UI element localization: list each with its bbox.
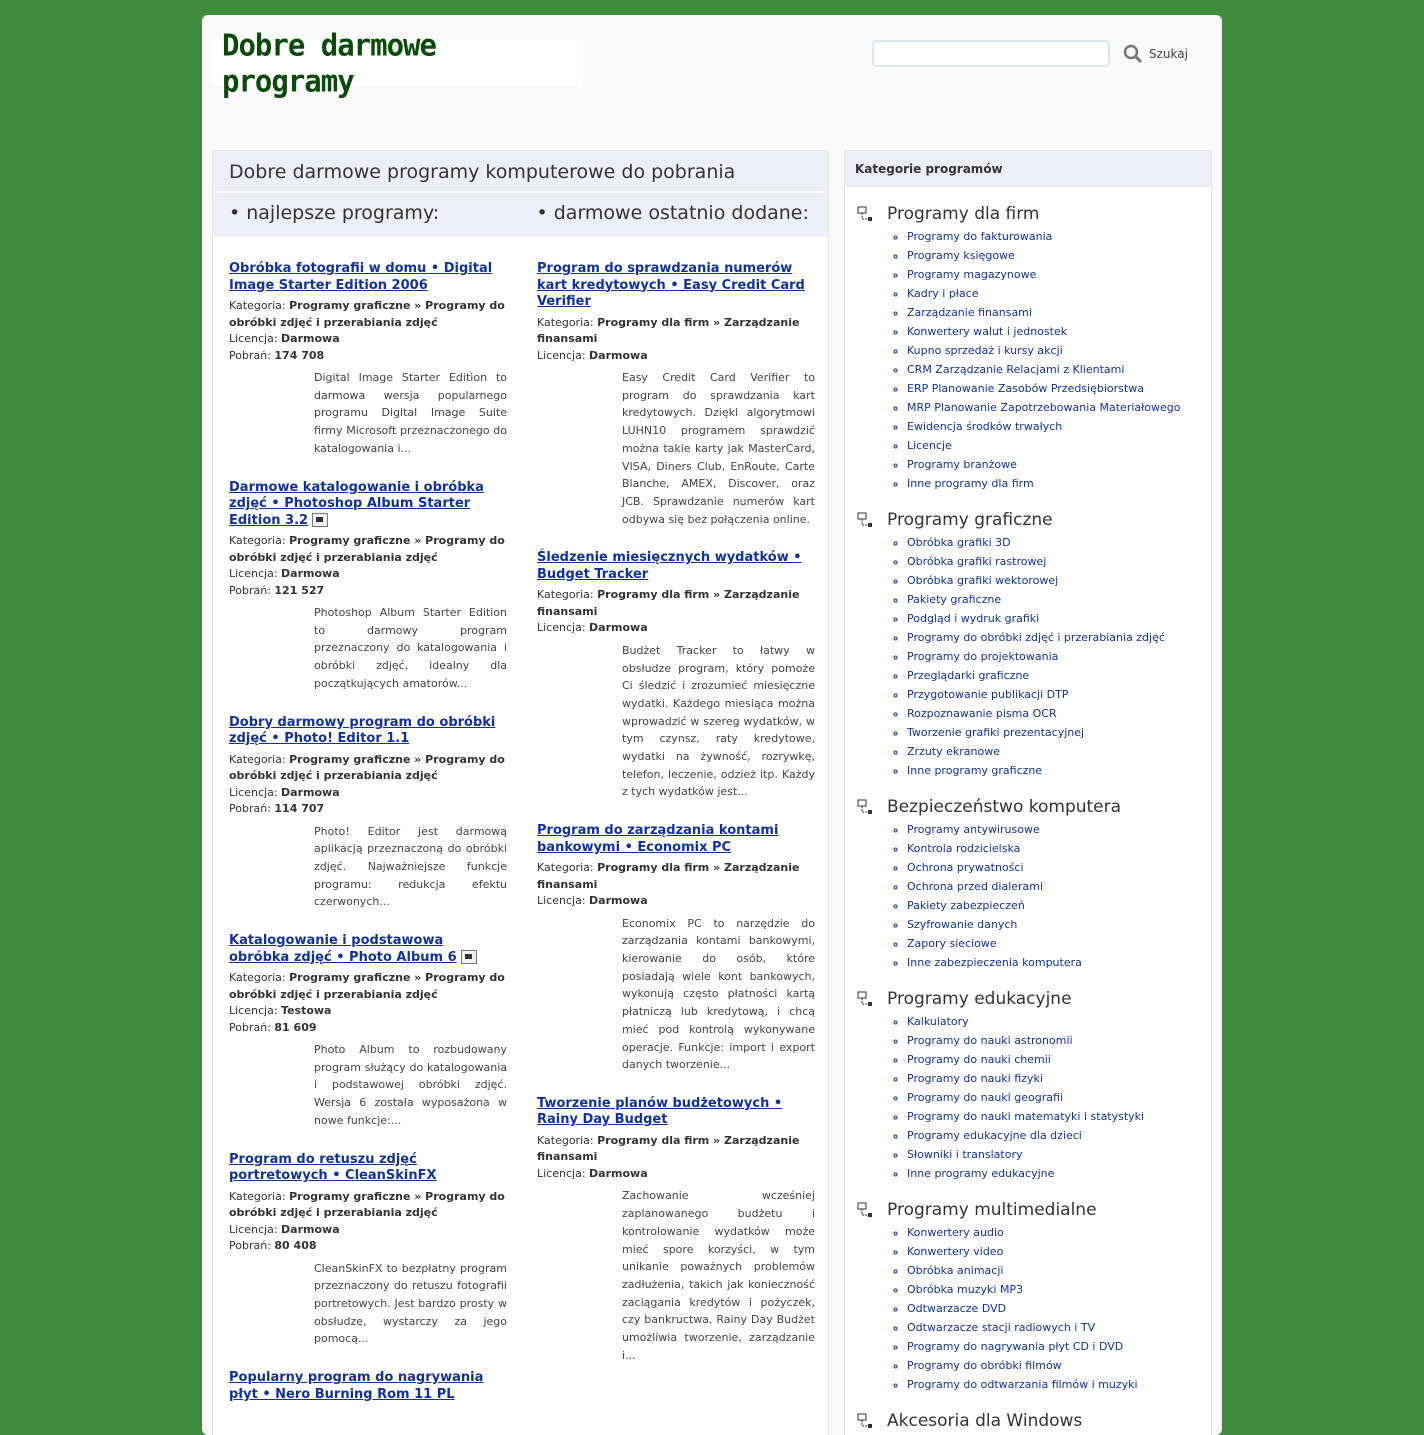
category-info [229,298,507,331]
subcategory-item[interactable] [907,647,1211,666]
category-heading[interactable] [845,986,1211,1012]
subcategory-item[interactable] [907,723,1211,742]
subcategory-link[interactable]: Zrzuty ekranowe [907,745,1000,758]
program-entry [229,715,507,912]
subcategory-link[interactable]: Inne zabezpieczenia komputera [907,956,1082,969]
program-description: Digital Image Starter Edition to darmowa wersja popularnego programu Digital Image Suite firmy Microsoft przeznaczonego do katalogowania i... [314,371,507,455]
license-info-value: Darmowa [281,1222,340,1236]
subcategory-item[interactable] [907,284,1211,303]
program-description: Photo! Editor jest darmową aplikacją przeznaczoną do obróbki zdjęć. Najważniejsze funkcje programu: redukcja efektu czerwonych... [314,824,507,909]
logo-text: Dobre darmowe programy [222,26,436,99]
subcategory-link[interactable]: Konwertery audio [907,1226,1004,1239]
license-info [229,1222,507,1239]
program-entry [537,823,815,1074]
subcategory-link[interactable]: Programy antywirusowe [907,823,1040,836]
license-info [229,331,507,348]
subcategory-link[interactable]: Programy do nauki chemii [907,1053,1051,1066]
subcategory-item[interactable] [907,934,1211,953]
folder-icon [857,991,873,1007]
subcategory-link[interactable]: Programy do nauki fizyki [907,1072,1043,1085]
program-entry [229,1370,507,1403]
category-list [845,201,1211,1434]
category-info-value: Programy graficzne » Programy do obróbki zdjęć i przerabiania zdjęć [229,299,505,329]
license-info [229,566,507,583]
category-info [537,1133,815,1166]
category-title: Programy graficzne [887,510,1053,530]
category-info-label: Kategoria: [229,299,286,312]
category-group [845,794,1211,972]
subcategory-link[interactable]: Inne programy graficzne [907,764,1043,777]
license-info [537,620,815,637]
program-title-link[interactable] [537,550,815,583]
category-info-label: Kategoria: [537,861,594,875]
program-title-link[interactable] [537,261,815,311]
subcategory-link[interactable]: Programy do obróbki filmów [907,1359,1062,1372]
license-info-label: Licencja: [537,621,586,635]
program-title-link[interactable] [229,715,507,748]
license-info-value: Darmowa [589,621,648,635]
best-programs-list [229,261,507,1425]
category-heading[interactable] [845,1408,1211,1434]
best-programs-heading: • najlepsze programy: [229,202,440,224]
category-title: Programy dla firm [887,204,1040,224]
subcategory-link[interactable]: Ewidencja środków trwałych [907,420,1063,433]
subcategory-item[interactable] [907,1375,1211,1394]
column-headers [213,193,828,237]
subcategory-link[interactable]: CRM Zarządzanie Relacjami z Klientami [907,363,1125,376]
downloads-info-value: 81 609 [274,1020,317,1034]
category-info-label: Kategoria: [537,588,594,602]
subcategory-link[interactable]: Podgląd i wydruk grafiki [907,612,1040,625]
program-description: Budżet Tracker to łatwy w obsłudze program, który pomoże Ci śledzić i zrozumieć miesięczne wydatki. Każdego miesiąca można wprowadzić w szereg wydatków, w tym czynsz, raty kredytowe, wydatki na żywność, rozrywkę, telefon, leczenie, odzież itp. Każdy z tych wydatków jest... [622,643,815,799]
subcategory-link[interactable]: Słowniki i translatory [907,1148,1023,1161]
recent-programs-list [537,261,815,1387]
downloads-info-value: 114 707 [274,802,325,816]
subcategory-link[interactable]: Programy do nauki matematyki i statystyki [907,1110,1145,1123]
subcategory-link[interactable]: Konwertery video [907,1245,1004,1258]
subcategory-item[interactable] [907,590,1211,609]
subcategory-item[interactable] [907,1012,1211,1031]
category-group [845,1408,1211,1434]
subcategory-link[interactable]: Programy do odtwarzania filmów i muzyki [907,1378,1138,1391]
subcategory-link[interactable]: Odtwarzacze DVD [907,1302,1007,1315]
program-entry [229,480,507,693]
license-info-value: Darmowa [589,894,648,908]
category-group [845,986,1211,1183]
downloads-info-label: Pobrań: [229,583,271,597]
license-info [537,348,815,365]
subcategory-link[interactable]: Inne programy edukacyjne [907,1167,1055,1180]
license-info-label: Licencja: [229,1222,278,1236]
license-info-label: Licencja: [229,785,278,799]
subcategory-item[interactable] [907,1050,1211,1069]
category-info-label: Kategoria: [537,1133,594,1147]
subcategory-link[interactable]: Obróbka grafiki wektorowej [907,574,1059,587]
subcategory-link[interactable]: MRP Planowanie Zapotrzebowania Materiałowego [907,401,1181,414]
subcategory-link[interactable]: Ochrona prywatności [907,861,1024,874]
category-info-value: Programy dla firm » Zarządzanie finansami [537,861,800,891]
category-info [229,533,507,566]
subcategory-link[interactable]: Kalkulatory [907,1015,969,1028]
program-title-link[interactable] [229,933,507,966]
subcategory-item[interactable] [907,436,1211,455]
category-info [229,970,507,1003]
subcategory-item[interactable] [907,1318,1211,1337]
program-entry [229,261,507,458]
subcategory-link[interactable]: Programy magazynowe [907,268,1037,281]
subcategory-list [845,1012,1211,1183]
subcategory-item[interactable] [907,953,1211,972]
downloads-info-label: Pobrań: [229,1020,271,1034]
program-description: Zachowanie wcześniej zaplanowanego budżetu i kontrolowanie wydatków może mieć spore korzyści, w tym unikanie poważnych problemów zadłużenia, takich jak konieczność zaciągania kredytów i pożyczek, czy bankructwa. Rainy Day Budżet umożliwia tworzenie, zarządzanie i... [622,1189,815,1362]
subcategory-link[interactable]: Kadry i płace [907,287,979,300]
folder-icon [857,1202,873,1218]
screenshot-icon[interactable] [461,950,477,964]
subcategory-item[interactable] [907,246,1211,265]
license-info-value: Darmowa [281,785,340,799]
subcategory-list [845,820,1211,972]
subcategory-link[interactable]: Odtwarzacze stacji radiowych i TV [907,1321,1096,1334]
program-description: Photo Album to rozbudowany program służący do katalogowania i podstawowej obróbki zdjęć. Wersja 6 została wyposażona w nowe funkcje:... [314,1043,507,1127]
category-info-value: Programy dla firm » Zarządzanie finansami [537,588,800,618]
subcategory-item[interactable] [907,417,1211,436]
main-content [212,150,829,1435]
subcategory-link[interactable]: Zapory sieciowe [907,937,997,950]
program-description: CleanSkinFX to bezpłatny program przeznaczony do retuszu fotografii portretowych. Jest bardzo prosty w obsłudze, wystarczy za jego pomocą... [314,1261,507,1346]
category-heading[interactable] [845,507,1211,533]
program-description: Photoshop Album Starter Edition to darmowy program przeznaczony do katalogowania i obróbki zdjęć, idealny dla początkujących amatorów... [314,606,507,690]
program-entry [537,261,815,528]
category-info [537,587,815,620]
category-info-label: Kategoria: [229,752,286,766]
license-info [229,785,507,802]
license-info-label: Licencja: [229,567,278,581]
subcategory-link[interactable]: Tworzenie grafiki prezentacyjnej [907,726,1085,739]
category-info-label: Kategoria: [229,1189,286,1203]
search-input[interactable] [872,40,1110,67]
subcategory-item[interactable] [907,398,1211,417]
category-heading[interactable] [845,201,1211,227]
category-heading[interactable] [845,794,1211,820]
category-info-label: Kategoria: [537,315,594,329]
subcategory-item[interactable] [907,303,1211,322]
license-info [537,1166,815,1183]
category-info-value: Programy graficzne » Programy do obróbki zdjęć i przerabiania zdjęć [229,971,505,1001]
subcategory-item[interactable] [907,227,1211,246]
category-info-value: Programy dla firm » Zarządzanie finansami [537,1133,800,1164]
license-info-value: Darmowa [589,1166,648,1180]
subcategory-item[interactable] [907,685,1211,704]
subcategory-list [845,227,1211,493]
downloads-info [229,348,507,365]
subcategory-item[interactable] [907,761,1211,780]
subcategory-item[interactable] [907,742,1211,761]
downloads-info [229,1238,507,1255]
program-title-text: Tworzenie planów budżetowych • Rainy Day Budget [537,1095,783,1128]
program-entry [229,933,507,1130]
search-label: Szukaj [1149,47,1188,61]
subcategory-item[interactable] [907,839,1211,858]
program-title-link[interactable] [229,261,507,294]
category-info-label: Kategoria: [229,534,286,548]
subcategory-link[interactable]: Kontrola rodzicielska [907,842,1021,855]
program-title-link[interactable] [229,1152,507,1185]
license-info-label: Licencja: [229,1004,278,1018]
subcategory-item[interactable] [907,1280,1211,1299]
subcategory-link[interactable]: Programy do obróbki zdjęć i przerabiania zdjęć [907,631,1165,644]
category-info-value: Programy graficzne » Programy do obróbki zdjęć i przerabiania zdjęć [229,534,505,564]
subcategory-item[interactable] [907,265,1211,284]
subcategory-link[interactable]: Zarządzanie finansami [907,306,1032,319]
program-title-text: Dobry darmowy program do obróbki zdjęć • Photo! Editor 1.1 [229,714,496,747]
program-title-text: Obróbka fotografii w domu • Digital Image Starter Edition 2006 [229,261,493,293]
category-info [229,752,507,785]
program-title-link[interactable] [537,823,815,856]
subcategory-link[interactable]: Pakiety graficzne [907,593,1002,606]
subcategory-item[interactable] [907,1299,1211,1318]
subcategory-link[interactable]: Programy do nagrywania płyt CD i DVD [907,1340,1124,1353]
program-description: Easy Credit Card Verifier to program do sprawdzania kart kredytowych. Dzięki algorytmowi LUHN10 programem sprawdzić można takie karty jak MasterCard, VISA, Diners Club, EnRoute, Carte Blanche, AMEX, Discover, oraz JCB. Sprawdzanie numerów kart odbywa się bez połączenia online. [622,371,815,526]
subcategory-item[interactable] [907,704,1211,723]
screenshot-icon[interactable] [312,513,328,527]
category-title: Bezpieczeństwo komputera [887,797,1122,817]
downloads-info [229,1020,507,1037]
page-container [202,15,1222,1435]
search-icon [1123,44,1143,64]
subcategory-item[interactable] [907,1107,1211,1126]
subcategory-link[interactable]: Programy do nauki geografii [907,1091,1063,1104]
category-info-value: Programy dla firm » Zarządzanie finansami [537,315,800,345]
category-group [845,1197,1211,1394]
subcategory-item[interactable] [907,455,1211,474]
license-info-label: Licencja: [229,332,278,345]
subcategory-link[interactable]: Obróbka animacji [907,1264,1004,1277]
subcategory-item[interactable] [907,1031,1211,1050]
subcategory-item[interactable] [907,1242,1211,1261]
folder-icon [857,512,873,528]
subcategory-item[interactable] [907,1088,1211,1107]
subcategory-item[interactable] [907,1337,1211,1356]
subcategory-item[interactable] [907,609,1211,628]
category-info-value: Programy graficzne » Programy do obróbki zdjęć i przerabiania zdjęć [229,752,505,783]
program-title-text: Popularny program do nagrywania płyt • Nero Burning Rom 11 PL [229,1370,484,1402]
category-info-value: Programy graficzne » Programy do obróbki zdjęć i przerabiania zdjęć [229,1189,505,1220]
subcategory-link[interactable]: Inne programy dla firm [907,477,1034,490]
subcategory-item[interactable] [907,571,1211,590]
subcategory-link[interactable]: ERP Planowanie Zasobów Przedsiębiorstwa [907,382,1144,395]
subcategory-link[interactable]: Przeglądarki graficzne [907,669,1030,682]
subcategory-link[interactable]: Programy edukacyjne dla dzieci [907,1129,1082,1142]
subcategory-link[interactable]: Kupno sprzedaż i kursy akcji [907,344,1063,357]
license-info-label: Licencja: [537,348,586,362]
subcategory-link[interactable]: Programy księgowe [907,249,1015,262]
categories-sidebar [844,150,1212,1435]
subcategory-item[interactable] [907,1164,1211,1183]
subcategory-item[interactable] [907,1223,1211,1242]
program-description: Economix PC to narzędzie do zarządzania kontami bankowymi, kierowanie do osób, które posiadają wiele kont bankowych, wykonują często płatności kartą płatniczą lub kredytową, i chcą mieć pod kontrolą wykonywane operacje. Funkcje: import i export danych tworzenie... [622,916,815,1072]
subcategory-item[interactable] [907,1126,1211,1145]
subcategory-link[interactable]: Programy do projektowania [907,650,1059,663]
subcategory-list [845,1223,1211,1394]
page-title: Dobre darmowe programy komputerowe do pobrania [213,151,828,193]
subcategory-item[interactable] [907,1145,1211,1164]
search-button[interactable] [1123,43,1188,65]
subcategory-link[interactable]: Przygotowanie publikacji DTP [907,688,1069,701]
license-info-label: Licencja: [537,1166,586,1180]
subcategory-item[interactable] [907,379,1211,398]
license-info-value: Darmowa [281,332,340,345]
category-info-label: Kategoria: [229,971,286,985]
license-info [229,1003,507,1020]
subcategory-link[interactable]: Programy branżowe [907,458,1017,471]
category-group [845,507,1211,780]
category-title: Programy edukacyjne [887,989,1072,1009]
recent-programs-heading: • darmowe ostatnio dodane: [536,202,809,224]
subcategory-item[interactable] [907,896,1211,915]
downloads-info-label: Pobrań: [229,802,271,816]
downloads-info-value: 174 708 [274,348,325,362]
program-title-link[interactable] [229,1370,507,1403]
subcategory-link[interactable]: Licencje [907,439,952,452]
folder-icon [857,1413,873,1429]
subcategory-item[interactable] [907,666,1211,685]
category-info [229,1189,507,1222]
downloads-info [229,583,507,600]
subcategory-link[interactable]: Programy do nauki astronomii [907,1034,1073,1047]
subcategory-item[interactable] [907,915,1211,934]
downloads-info-value: 80 408 [274,1239,317,1253]
license-info-value: Darmowa [281,567,340,581]
subcategory-link[interactable]: Szyfrowanie danych [907,918,1018,931]
program-title-text: Program do sprawdzania numerów kart kredytowych • Easy Credit Card Verifier [537,261,805,309]
downloads-info-value: 121 527 [274,583,325,597]
category-info [537,860,815,893]
category-title: Akcesoria dla Windows [887,1411,1083,1431]
subcategory-link[interactable]: Obróbka grafiki 3D [907,536,1011,549]
subcategory-item[interactable] [907,322,1211,341]
category-info [537,315,815,348]
subcategory-list [845,533,1211,780]
subcategory-item[interactable] [907,474,1211,493]
program-title-text: Katalogowanie i podstawowa obróbka zdjęć • Photo Album 6 [229,933,457,965]
subcategory-link[interactable]: Konwertery walut i jednostek [907,325,1068,338]
sidebar-title: Kategorie programów [845,151,1211,187]
subcategory-item[interactable] [907,877,1211,896]
category-group [845,201,1211,493]
program-title-text: Program do retuszu zdjęć portretowych • CleanSkinFX [229,1151,437,1184]
subcategory-link[interactable]: Pakiety zabezpieczeń [907,899,1025,912]
license-info-value: Testowa [281,1004,332,1018]
subcategory-item[interactable] [907,628,1211,647]
subcategory-item[interactable] [907,1261,1211,1280]
subcategory-item[interactable] [907,1069,1211,1088]
subcategory-item[interactable] [907,360,1211,379]
subcategory-item[interactable] [907,552,1211,571]
subcategory-link[interactable]: Ochrona przed dialerami [907,880,1044,893]
subcategory-item[interactable] [907,858,1211,877]
downloads-info [229,801,507,818]
downloads-info-label: Pobrań: [229,348,271,362]
subcategory-item[interactable] [907,533,1211,552]
program-title-link[interactable] [537,1096,815,1129]
category-heading[interactable] [845,1197,1211,1223]
downloads-info-label: Pobrań: [229,1239,271,1253]
subcategory-item[interactable] [907,820,1211,839]
subcategory-item[interactable] [907,341,1211,360]
subcategory-item[interactable] [907,1356,1211,1375]
program-entry [537,550,815,801]
site-logo[interactable] [212,26,582,99]
program-title-link[interactable] [229,480,507,530]
subcategory-link[interactable]: Programy do fakturowania [907,230,1053,243]
license-info-label: Licencja: [537,894,586,908]
program-title-text: Program do zarządzania kontami bankowymi • Economix PC [537,823,779,855]
folder-icon [857,206,873,222]
program-title-text: Śledzenie miesięcznych wydatków • Budget Tracker [537,550,802,582]
license-info-value: Darmowa [589,348,648,362]
program-entry [229,1152,507,1349]
program-title-text: Darmowe katalogowanie i obróbka zdjęć • Photoshop Album Starter Edition 3.2 [229,479,484,528]
folder-icon [857,799,873,815]
category-title: Programy multimedialne [887,1200,1097,1220]
license-info [537,893,815,910]
subcategory-link[interactable]: Obróbka muzyki MP3 [907,1283,1024,1296]
subcategory-link[interactable]: Rozpoznawanie pisma OCR [907,707,1057,720]
program-entry [537,1096,815,1365]
subcategory-link[interactable]: Obróbka grafiki rastrowej [907,555,1047,568]
